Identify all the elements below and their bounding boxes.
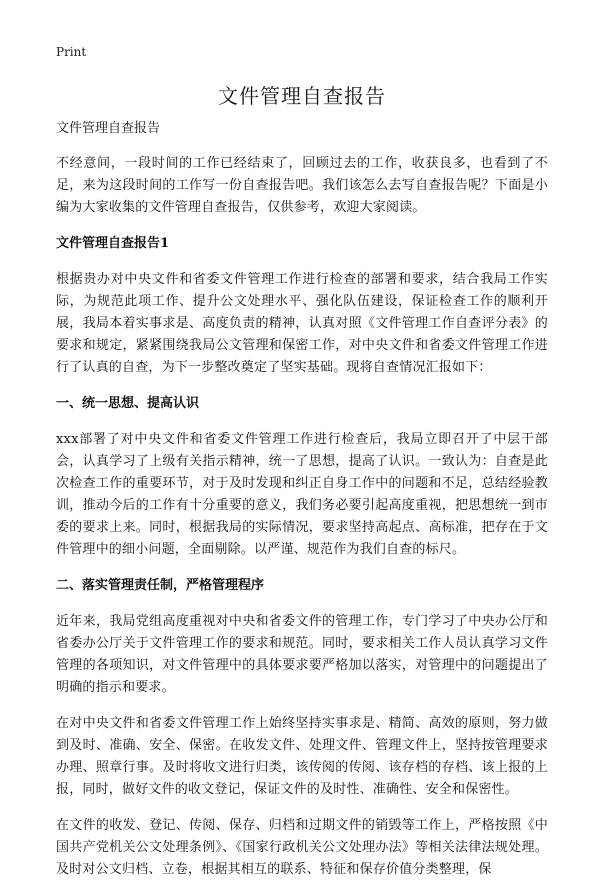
print-link[interactable]: Print	[56, 45, 87, 59]
document-body	[56, 118, 548, 895]
intro-paragraph: 不经意间，一段时间的工作已经结束了，回顾过去的工作，收获良多，也看到了不足，来为这段时间的工作写一份自查报告吧。我们该怎么去写自查报告呢？下面是小编为大家收集的文件管理自查报告，仅供参考，欢迎大家阅读。	[56, 156, 548, 215]
report-intro-paragraph: 根据贵办对中央文件和省委文件管理工作进行检查的部署和要求，结合我局工作实际，为规范此项工作、提升公文处理水平、强化队伍建设，保证检查工作的顺利开展，我局本着实事求是、高度负责的精神，认真对照《文件管理工作自查评分表》的要求和规定，紧紧围绕我局公文管理和保密工作，对中央文件和省委文件管理工作进行了认真的自查，为下一步整改奠定了坚实基础。现将自查情况汇报如下：	[56, 272, 548, 375]
section-1-paragraph: xxx部署了对中央文件和省委文件管理工作进行检查后，我局立即召开了中层干部会，认真学习了上级有关指示精神，统一了思想，提高了认识。一致认为：自查是此次检查工作的重要环节，对于及时发现和纠正自身工作中的问题和不足，总结经验教训，推动今后的工作有十分重要的意义，我们务必要引起高度重视，把思想统一到市委的要求上来。同时，根据我局的实际情况，要求坚持高起点、高标准，把存在于文件管理中的细小问题，全面剔除。以严谨、规范作为我们自查的标尺。	[56, 432, 548, 557]
document-page	[56, 0, 548, 877]
section-heading-1: 一、统一思想、提高认识	[56, 396, 200, 411]
section-heading-report-1: 文件管理自查报告1	[56, 236, 170, 251]
section-2-paragraph-1: 近年来，我局党组高度重视对中央和省委文件的管理工作，专门学习了中央办公厅和省委办公厅关于文件管理工作的要求和规范。同时，要求相关工作人员认真学习文件管理的各项知识，对文件管理中的具体要求要严格加以落实，对管理中的问题提出了明确的指示和要求。	[56, 614, 548, 695]
section-2-paragraph-3: 在文件的收发、登记、传阅、保存、归档和过期文件的销毁等工作上，严格按照《中国共产党机关公文处理条例》、《国家行政机关公文处理办法》等相关法律法规处理。及时对公文归档、立卷，根据其相互的联系、特征和保存价值分类整理，保	[56, 818, 548, 877]
section-heading-2: 二、落实管理责任制，严格管理程序	[56, 578, 265, 593]
document-subtitle: 文件管理自查报告	[56, 121, 161, 136]
page-title: 文件管理自查报告	[218, 84, 386, 108]
section-2-paragraph-2: 在对中央文件和省委文件管理工作上始终坚持实事求是、精简、高效的原则，努力做到及时、准确、安全、保密。在收发文件、处理文件、管理文件上，坚持按管理要求办理、照章行事。及时将收文进行归类，该传阅的传阅、该存档的存档、该上报的上报，同时，做好文件的收文登记，保证文件的及时性、准确性、安全和保密性。	[56, 716, 548, 797]
